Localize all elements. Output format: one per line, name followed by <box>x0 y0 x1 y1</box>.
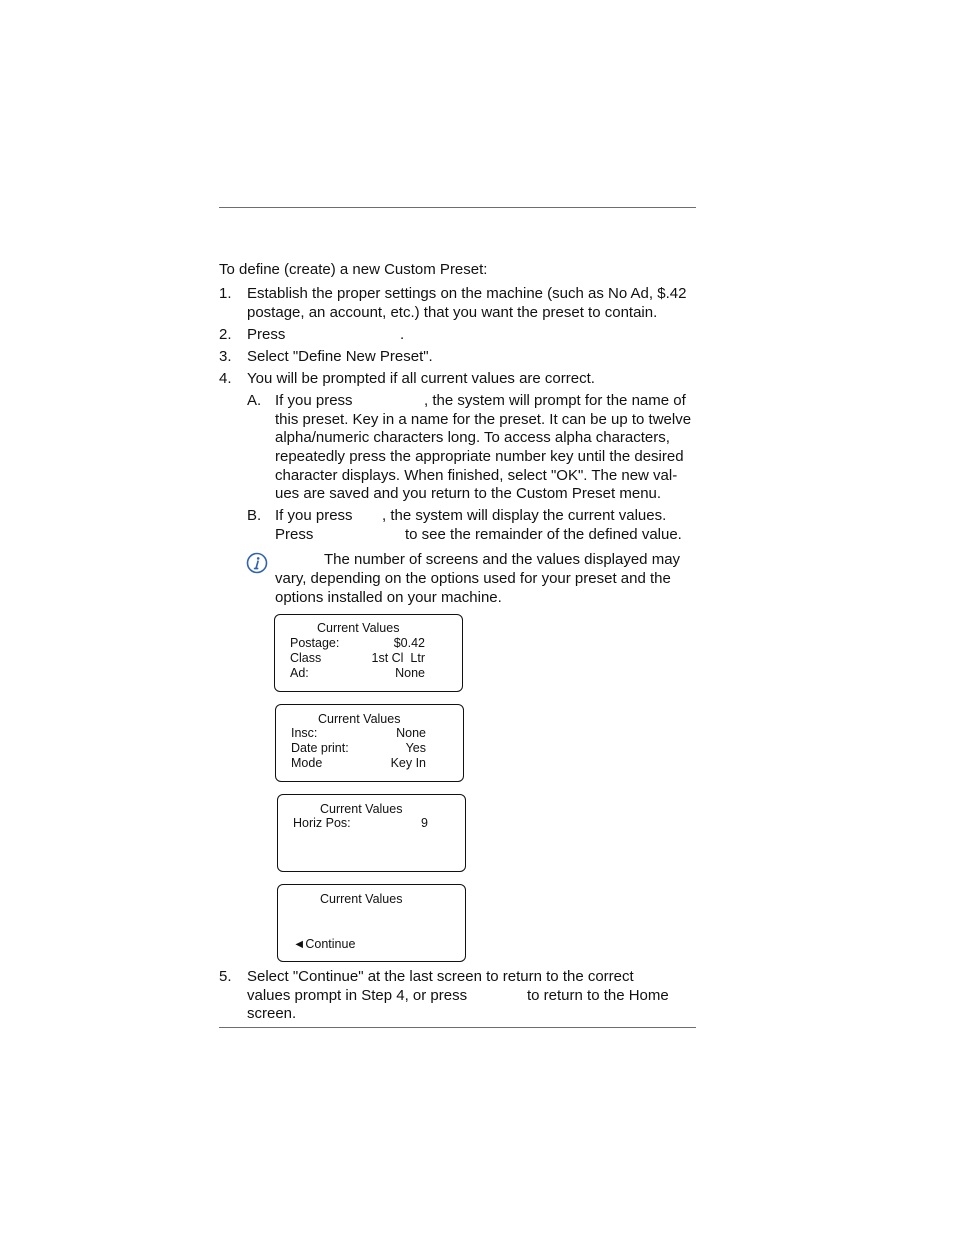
step-5-line-1: Select "Continue" at the last screen to return to the correct <box>247 968 634 985</box>
lcd-label: Class <box>290 651 322 665</box>
lcd-screen <box>274 614 463 692</box>
substep-b-line-2b: to see the remainder of the defined value. <box>405 526 682 543</box>
lcd-label: Horiz Pos: <box>293 816 351 830</box>
intro-text: To define (create) a new Custom Preset: <box>219 261 488 278</box>
substep-a-line-6: ues are saved and you return to the Custom Preset menu. <box>275 485 662 502</box>
step-number: 4. <box>219 370 232 387</box>
lcd-title: Current Values <box>318 712 401 726</box>
substep-a-line-1a: If you press <box>275 392 353 409</box>
substep-b-line-2a: Press <box>275 526 314 543</box>
lcd-label: Mode <box>291 756 323 770</box>
substep-b-line-1a: If you press <box>275 507 353 524</box>
lcd-label: Ad: <box>290 666 309 680</box>
lcd-value: 1st Cl Ltr <box>371 651 425 665</box>
substep-a-line-3: alpha/numeric characters long. To access alpha characters, <box>275 429 670 446</box>
substep-a-line-2: this preset. Key in a name for the preset. It can be up to twelve <box>275 411 692 428</box>
step-number: 3. <box>219 348 232 365</box>
lcd-value: None <box>396 726 426 740</box>
step-2-period: . <box>400 326 405 343</box>
lcd-value: $0.42 <box>393 636 425 650</box>
lcd-value: 9 <box>421 816 428 830</box>
lcd-screen <box>275 704 464 782</box>
lcd-title: Current Values <box>317 621 400 635</box>
lcd-title: Current Values <box>320 802 403 816</box>
note-line-2: vary, depending on the options used for your preset and the <box>275 570 671 587</box>
step-3-text: Select "Define New Preset". <box>247 348 433 365</box>
info-icon <box>246 552 268 574</box>
step-1-line-2: postage, an account, etc.) that you want the preset to contain. <box>247 304 658 321</box>
lcd-label: Insc: <box>291 726 318 740</box>
step-number: 2. <box>219 326 232 343</box>
bottom-rule <box>219 1027 696 1028</box>
lcd-screen <box>277 884 466 962</box>
top-rule <box>219 207 696 208</box>
lcd-label: Postage: <box>290 636 340 650</box>
lcd-title: Current Values <box>320 892 403 906</box>
substep-letter: B. <box>247 507 262 524</box>
lcd-screen <box>277 794 466 872</box>
substep-b-line-1b: , the system will display the current values. <box>382 507 667 524</box>
lcd-label: Date print: <box>291 741 349 755</box>
lcd-value: Yes <box>405 741 426 755</box>
step-5-line-2b: to return to the Home <box>527 987 669 1004</box>
substep-a-line-4: repeatedly press the appropriate number key until the desired <box>275 448 684 465</box>
substep-letter: A. <box>247 392 262 409</box>
lcd-continue-option: ◄Continue <box>293 937 356 951</box>
lcd-value: None <box>395 666 425 680</box>
substep-a-line-1b: , the system will prompt for the name of <box>424 392 686 409</box>
lcd-value: Key In <box>390 756 426 770</box>
note-line-1: The number of screens and the values displayed may <box>324 551 681 568</box>
substep-a-line-5: character displays. When finished, select "OK". The new val- <box>275 467 678 484</box>
step-4-text: You will be prompted if all current values are correct. <box>247 370 595 387</box>
step-number: 5. <box>219 968 232 985</box>
step-2-text: Press <box>247 326 286 343</box>
step-number: 1. <box>219 285 232 302</box>
step-5-line-2a: values prompt in Step 4, or press <box>247 987 468 1004</box>
step-1-line-1: Establish the proper settings on the machine (such as No Ad, $.42 <box>247 285 687 302</box>
note-line-3: options installed on your machine. <box>275 589 502 606</box>
step-5-line-3: screen. <box>247 1005 297 1022</box>
